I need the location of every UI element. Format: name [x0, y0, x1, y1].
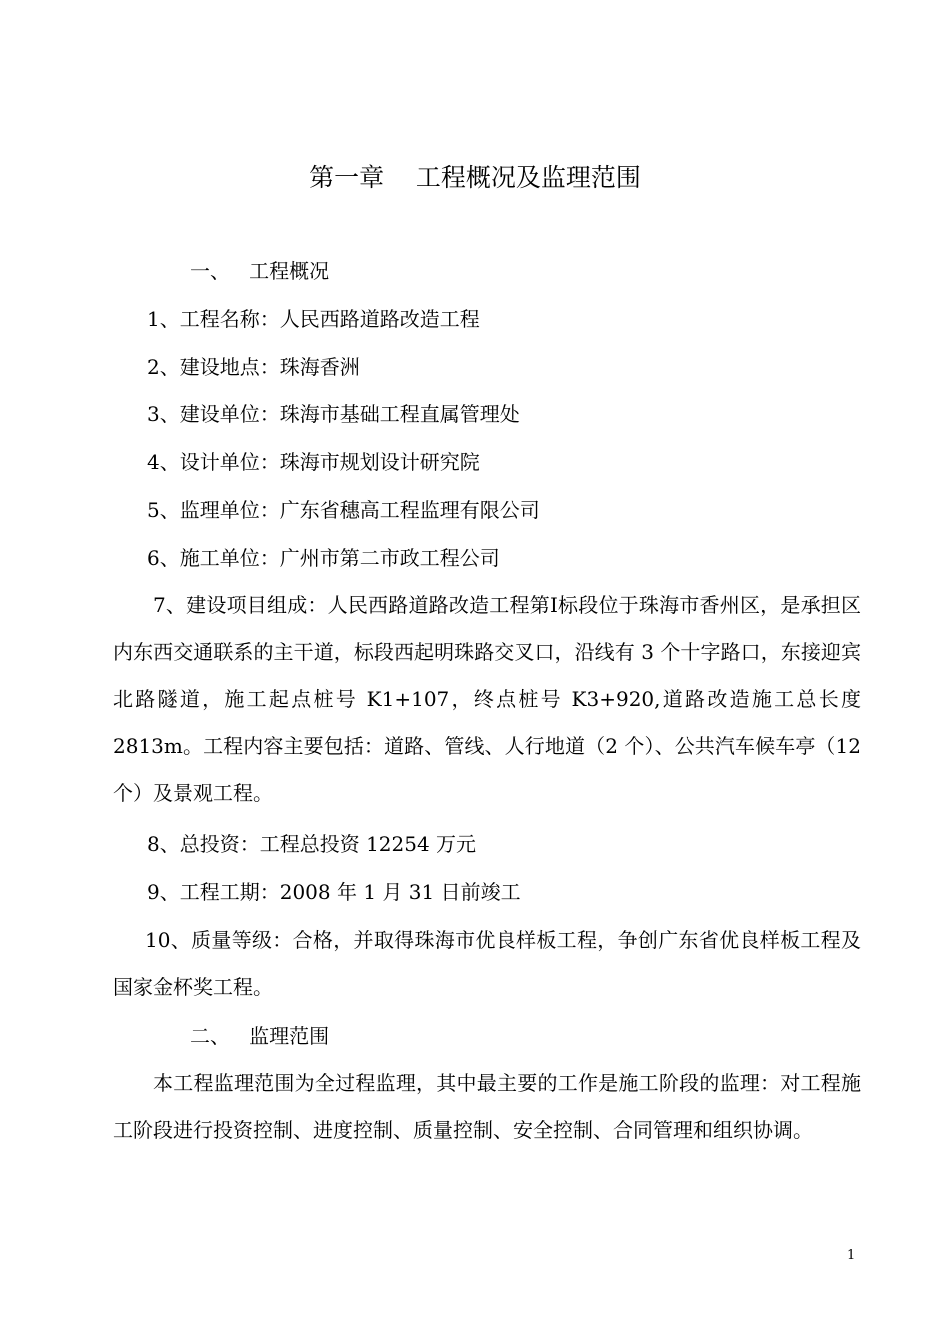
overview-item-owner: 3、建设单位：珠海市基础工程直属管理处: [147, 402, 520, 426]
overview-item-quality: 10、质量等级：合格，并取得珠海市优良样板工程，争创广东省优良样板工程及国家金杯奖工程。: [113, 928, 861, 999]
section-heading-overview: 一、 工程概况: [190, 259, 330, 283]
page-number: 1: [847, 1248, 856, 1263]
overview-item-supervisor: 5、监理单位：广东省穗高工程监理有限公司: [147, 498, 540, 522]
overview-item-project-name: 1、工程名称：人民西路道路改造工程: [147, 307, 480, 331]
overview-item-composition: 7、建设项目组成：人民西路道路改造工程第Ⅰ标段位于珠海市香州区，是承担区内东西交通联系的主干道，标段西起明珠路交叉口，沿线有 3 个十字路口，东接迎宾北路隧道，施工起点桩号 K1+107，终点桩号 K3+920,道路改造施工总长度 2813m。工程内容主要包括：道路、管线、人行地道（2 个）、公共汽车候车亭（12 个）及景观工程。: [113, 593, 861, 805]
chapter-title: 第一章 工程概况及监理范围: [309, 163, 641, 192]
section-heading-scope: 二、 监理范围: [190, 1024, 330, 1048]
overview-item-schedule: 9、工程工期：2008 年 1 月 31 日前竣工: [147, 880, 521, 904]
overview-item-location: 2、建设地点：珠海香洲: [147, 355, 360, 379]
overview-item-designer: 4、设计单位：珠海市规划设计研究院: [147, 450, 480, 474]
scope-body: 本工程监理范围为全过程监理，其中最主要的工作是施工阶段的监理：对工程施工阶段进行投资控制、进度控制、质量控制、安全控制、合同管理和组织协调。: [113, 1071, 861, 1142]
overview-item-investment: 8、总投资：工程总投资 12254 万元: [147, 832, 477, 856]
overview-item-contractor: 6、施工单位：广州市第二市政工程公司: [147, 546, 500, 570]
